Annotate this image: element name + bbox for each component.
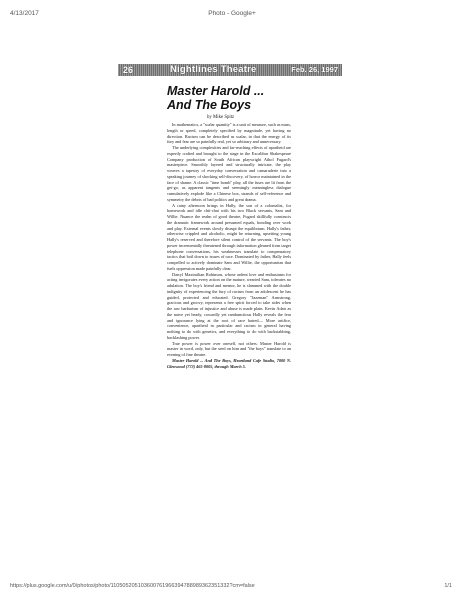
article-headline	[167, 84, 291, 112]
banner-section-title: Nightlines Theatre	[170, 64, 257, 75]
article-paragraph: A rainy afternoon brings in Hally, the son of a colonialist, for homework and idle chit-chat with his two Black servants, Sam and Willie. Nuance the realm of good theatre, Fugard skillfully constructs the dramatic framework around presumed equals, bonding over work and play. External events slowly disrupt the equilibrium. Hally's father, otherwise crippled and alcoholic, might be returning, upsetting young Hally's reserved and therefore silent control of the servants. The boy's power incrementally threatened through information gleaned from target telephone conversations, his weaknesses translate to compensatory tactics that boil down to issues of race. Dominated by father, Hally feels compelled to actively dominate Sam and Willie, the opportunism that fuels oppression made painfully clear.	[167, 202, 291, 271]
banner-page-number: 26	[123, 65, 134, 75]
article-paragraph: The underlying complexities and far-reaching effects of apartheid are expertly crafted and brought to the stage in the Excalibur Shakespeare Company production of South African playwright Athol Fugard's masterpiece. Smoothly layered and structurally intricate, the play weaves a tapestry of everyday conversation and camaraderie into a speaking journey of shocking self-discovery, of horror maintained in the face of shame. A classic "time bomb" play, all the fuses are lit from the get-go, as apparent tangents and seemingly meaningless dialogue cumulatively explode like a Chinese box, strands of self-reference and symmetry the debris of bad politics and great drama.	[167, 145, 291, 202]
article-byline: by Mike Spitz	[207, 115, 235, 120]
print-title: Photo - Google+	[208, 10, 256, 17]
print-page-count: 1/1	[444, 583, 452, 589]
print-date: 4/13/2017	[10, 10, 39, 17]
section-banner	[118, 64, 342, 76]
print-url: https://plus.google.com/u/0/photos/photo/110505205103600761966394788989362351332?cm=false	[10, 583, 255, 589]
article	[167, 84, 291, 369]
print-footer	[0, 583, 464, 595]
production-credit: Master Harold ... And The Boys, Heartland Cafe Studio, 7000 N. Glenwood (773) 465-8005, through March 5.	[167, 357, 291, 369]
article-paragraph: True power is power over oneself, not others. Master Harold is master in word, only, but the seed on him and "the boys" translate to an evening of fine theatre.	[167, 340, 291, 357]
article-paragraph: Darryl Maximilian Robinson, whose ardent love and enthusiasm for acting invigorates every action on the mature, wearied Sam, tolerates no adulation. The boy's friend and mentor, he is slammed with the double indignity of experiencing the fury of racism from an adolescent he has guided, protected and educated. Gregory "Jazzman" Armstrong, gracious and groovy, represents a free spirit forced to take sides when the raw barbarism of injustice and abuse is made plain. Kevin Adair as the naive yet heady, cowardly yet rambunctious Hally reveals the fear and ignorance lying at the root of race hatred— More artifice, convenience, apartheid in particular and racism in general having nothing to do with genetics, and everything to do with backstabbing, backlashing power.	[167, 271, 291, 340]
print-header	[0, 10, 464, 22]
headline-line-1: Master Harold ...	[167, 84, 265, 98]
article-body	[167, 122, 291, 369]
banner-date: Feb. 26, 1997	[291, 65, 338, 74]
article-paragraph: In mathematics, a "scalar quantity" is a unit of measure, such as mass, length or speed, completely specified by magnitude, yet having no direction. Racism can be described as scalar, in that the energy of its fury and fear are so painfully real, yet so arbitrary and unnecessary.	[167, 122, 291, 145]
headline-line-2: And The Boys	[167, 98, 252, 112]
